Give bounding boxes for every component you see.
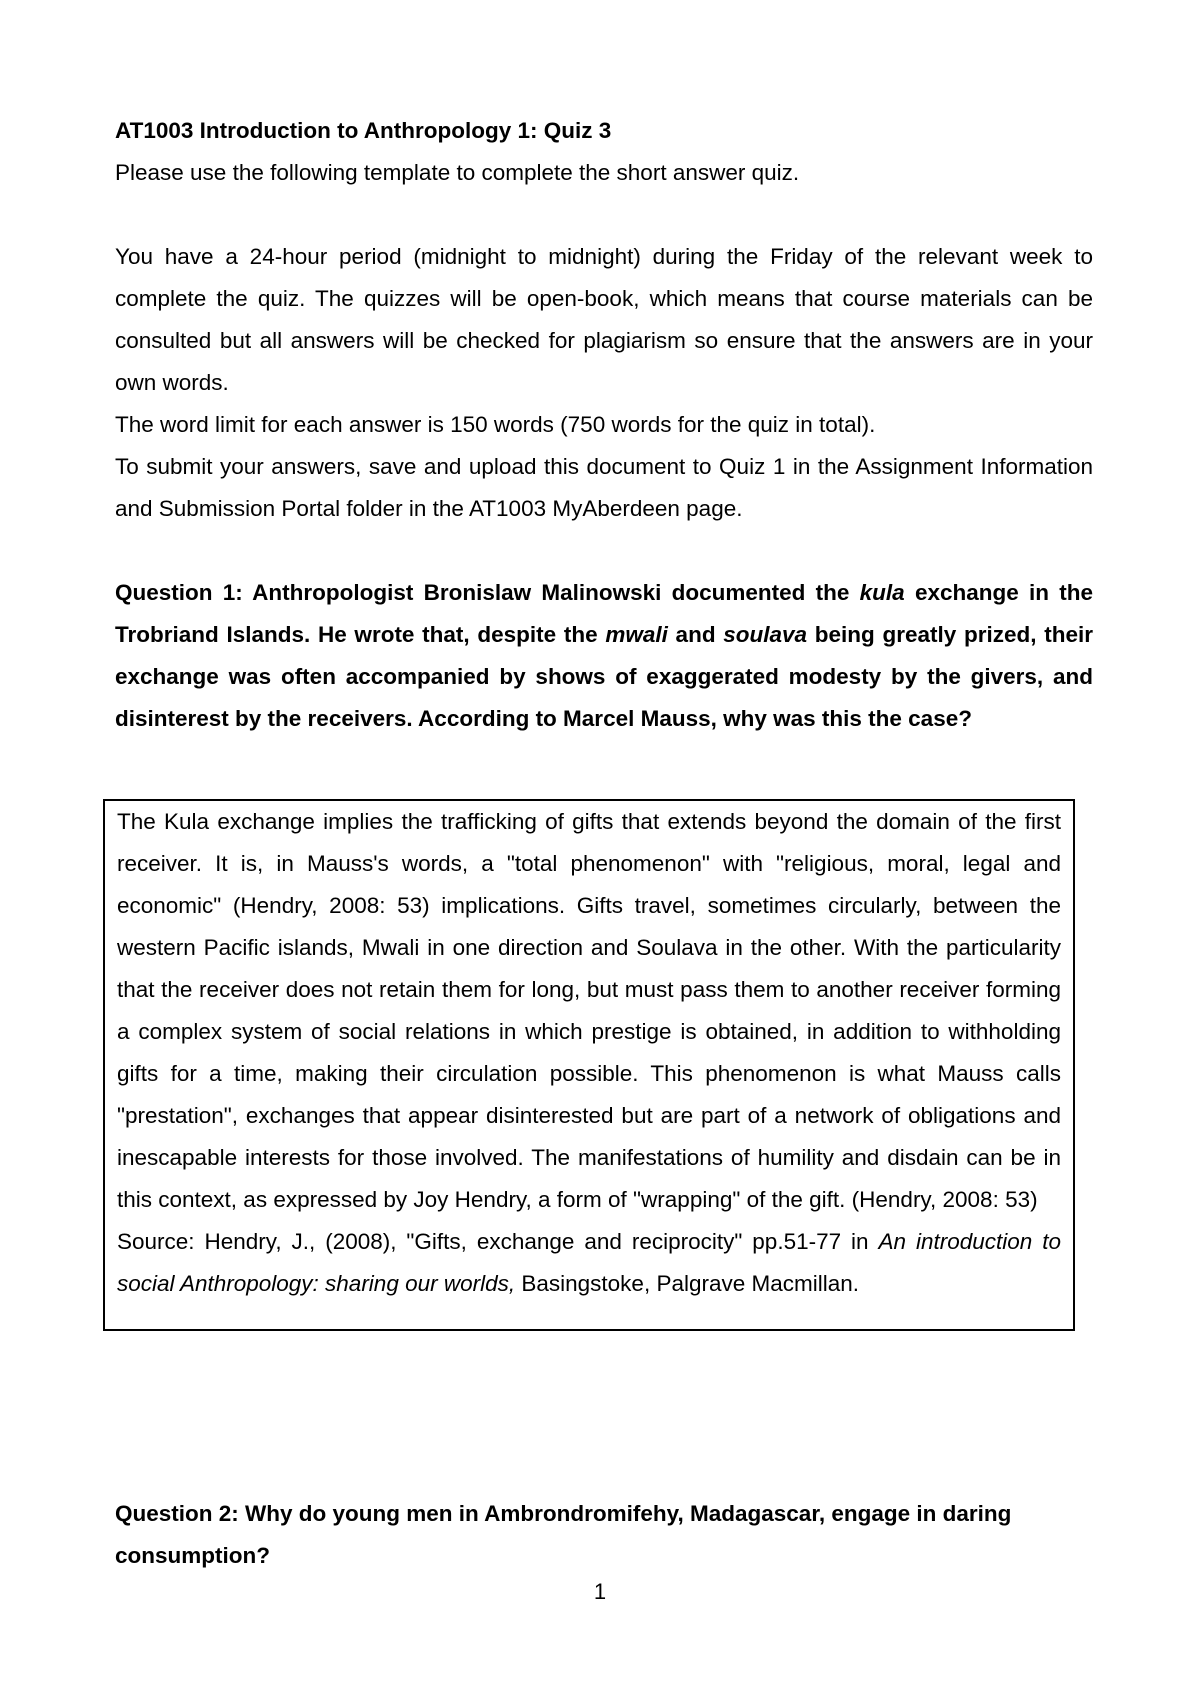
source-prefix: Source: Hendry, J., (2008), "Gifts, exchange and reciprocity" pp.51-77 in bbox=[117, 1229, 879, 1254]
instructions-submission: To submit your answers, save and upload this document to Quiz 1 in the Assignment Information and Submission Portal folder in the AT1003 MyAberdeen page. bbox=[115, 454, 1093, 521]
document-body bbox=[115, 110, 1093, 740]
question-1-term-kula: kula bbox=[859, 580, 905, 605]
page-number: 1 bbox=[593, 1579, 607, 1604]
intro-text: Please use the following template to complete the short answer quiz. bbox=[115, 160, 800, 185]
answer-1-source bbox=[117, 1221, 1061, 1305]
spacer bbox=[115, 530, 1093, 572]
instructions-word-limit: The word limit for each answer is 150 words (750 words for the quiz in total). bbox=[115, 412, 876, 437]
instructions-period: You have a 24-hour period (midnight to midnight) during the Friday of the relevant week to complete the quiz. The quizzes will be open-book, which means that course materials can be consulted but all answers will be checked for plagiarism so ensure that the answers are in your own words. bbox=[115, 244, 1093, 395]
question-1-part: exchange in the Trobriand Islands. He wrote that, despite the bbox=[115, 580, 1093, 647]
question-1 bbox=[115, 572, 1093, 740]
answer-1-box[interactable] bbox=[103, 799, 1075, 1331]
question-2: Question 2: Why do young men in Ambrondromifehy, Madagascar, engage in daring consumption? bbox=[115, 1501, 1012, 1568]
question-1-term-soulava: soulava bbox=[723, 622, 808, 647]
question-1-term-mwali: mwali bbox=[605, 622, 668, 647]
question-1-part: being greatly prized, their exchange was often accompanied by shows of exaggerated modesty by the givers, and disinterest by the receivers. According to Marcel Mauss, why was this the case? bbox=[115, 622, 1093, 731]
question-1-part: Question 1: Anthropologist Bronislaw Malinowski documented the bbox=[115, 580, 860, 605]
answer-1-text: The Kula exchange implies the trafficking of gifts that extends beyond the domain of the first receiver. It is, in Mauss's words, a "total phenomenon" with "religious, moral, legal and economic" (Hendry, 2008: 53) implications. Gifts travel, sometimes circularly, between the western Pacific islands, Mwali in one direction and Soulava in the other. With the particularity that the receiver does not retain them for long, but must pass them to another receiver forming a complex system of social relations in which prestige is obtained, in addition to withholding gifts for a time, making their circulation possible. This phenomenon is what Mauss calls "prestation", exchanges that appear disinterested but are part of a network of obligations and inescapable interests for those involved. The manifestations of humility and disdain can be in this context, as expressed by Joy Hendry, a form of "wrapping" of the gift. (Hendry, 2008: 53) bbox=[117, 809, 1061, 1212]
document-title: AT1003 Introduction to Anthropology 1: Quiz 3 bbox=[115, 118, 612, 143]
spacer bbox=[115, 194, 1093, 236]
source-suffix: Basingstoke, Palgrave Macmillan. bbox=[515, 1271, 860, 1296]
source-book-title: An introduction to social Anthropology: sharing our worlds, bbox=[117, 1229, 1061, 1296]
question-1-part: and bbox=[667, 622, 724, 647]
